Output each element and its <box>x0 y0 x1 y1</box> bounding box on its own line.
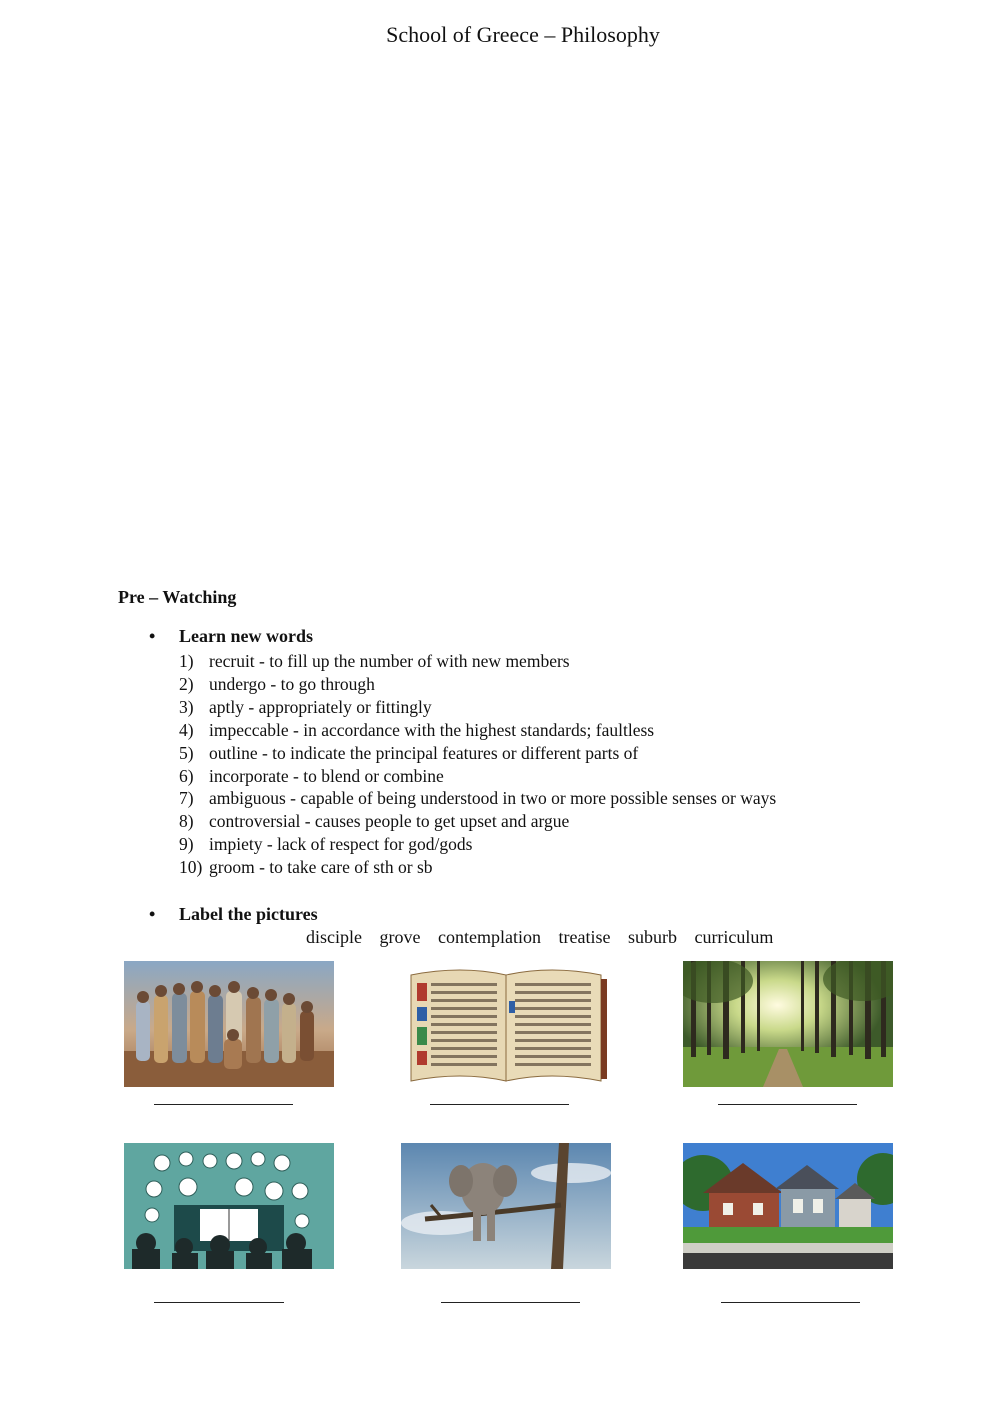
disciples-group-image <box>124 961 334 1087</box>
list-item: 9) impiety - lack of respect for god/gods <box>179 834 473 855</box>
label-pictures-heading-text: Label the pictures <box>179 904 318 924</box>
list-item: 1) recruit - to fill up the number of with new members <box>179 651 570 671</box>
list-item: 3) aptly - appropriately or fittingly <box>179 696 432 717</box>
word-bank-item: grove <box>379 927 421 947</box>
page-title: School of Greece – Philosophy <box>386 22 660 47</box>
word-bank-item: treatise <box>558 927 611 947</box>
section-heading-pre-watching: Pre – Watching <box>118 587 237 607</box>
answer-blank[interactable] <box>154 1103 293 1105</box>
suburban-houses-image <box>683 1143 893 1269</box>
list-item: 5) outline - to indicate the principal features or different parts of <box>179 742 639 763</box>
word-bank-item: suburb <box>627 927 677 947</box>
curriculum-infographic-image <box>124 1143 334 1269</box>
elephant-on-branch-image <box>401 1143 611 1269</box>
vocabulary-list <box>179 650 776 879</box>
list-item: 10) groom - to take care of sth or sb <box>179 857 433 878</box>
open-manuscript-book-image <box>401 961 611 1087</box>
list-item: 4) impeccable - in accordance with the highest standards; faultless <box>179 719 655 740</box>
bullet-icon: • <box>149 904 156 924</box>
learn-words-heading-text: Learn new words <box>179 626 313 646</box>
learn-words-heading <box>149 626 313 647</box>
answer-blank[interactable] <box>721 1301 860 1303</box>
answer-blank[interactable] <box>154 1301 284 1303</box>
bullet-icon: • <box>149 626 156 646</box>
forest-grove-image <box>683 961 893 1087</box>
word-bank <box>306 927 786 948</box>
list-item: 2) undergo - to go through <box>179 673 375 694</box>
word-bank-item: disciple <box>306 927 362 947</box>
answer-blank[interactable] <box>718 1103 857 1105</box>
label-pictures-heading <box>149 904 318 925</box>
word-bank-item: contemplation <box>437 927 541 947</box>
list-item: 8) controversial - causes people to get upset and argue <box>179 811 570 832</box>
word-bank-item: curriculum <box>694 927 774 947</box>
list-item: 7) ambiguous - capable of being understood in two or more possible senses or ways <box>179 788 777 809</box>
list-item: 6) incorporate - to blend or combine <box>179 765 444 786</box>
answer-blank[interactable] <box>441 1301 580 1303</box>
answer-blank[interactable] <box>430 1103 569 1105</box>
